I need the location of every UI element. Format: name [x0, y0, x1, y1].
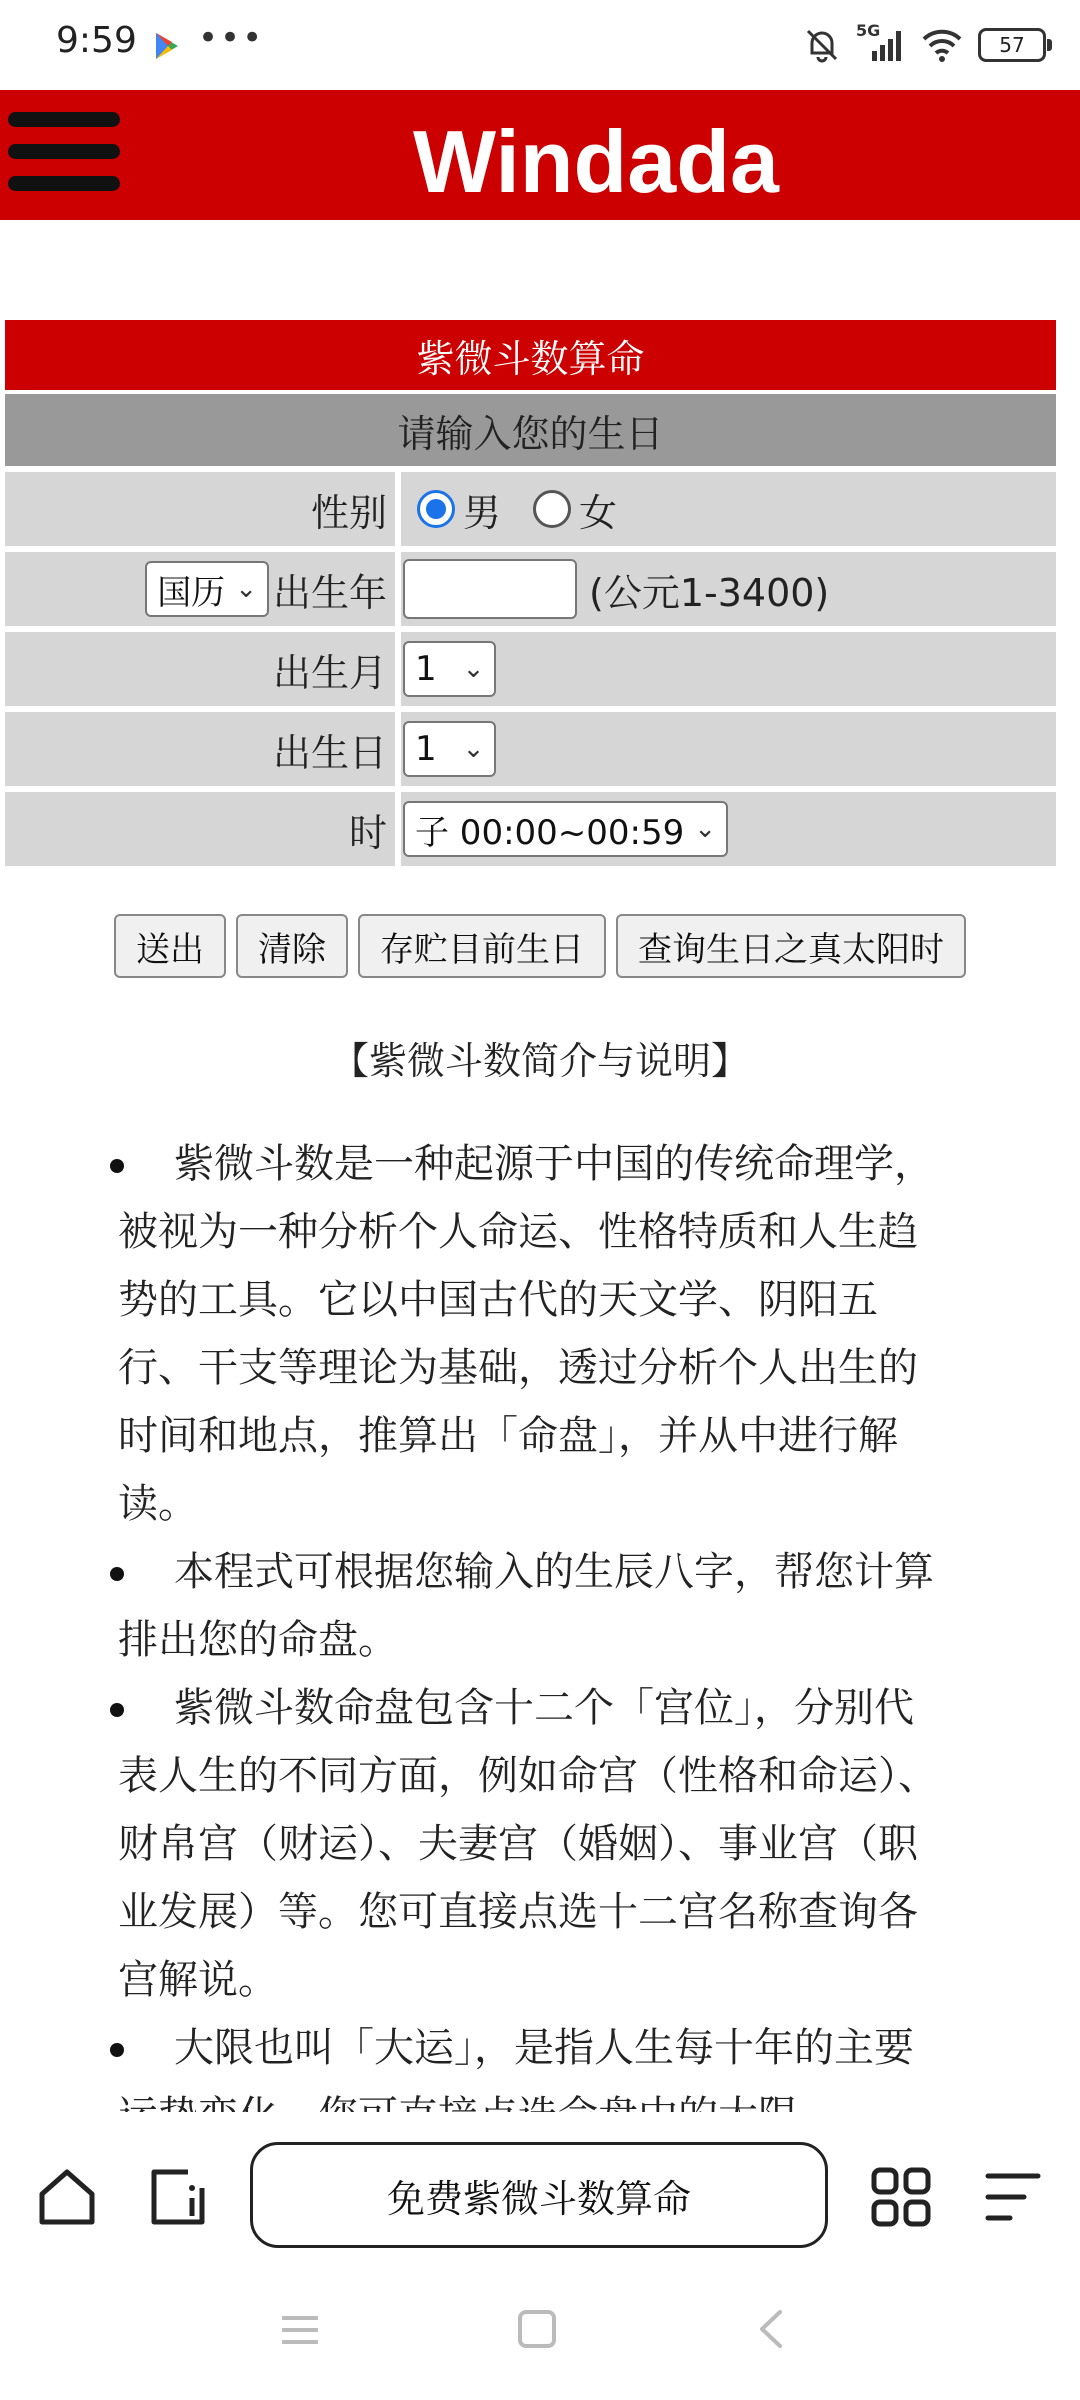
gender-row — [5, 472, 1056, 546]
form-subtitle: 请输入您的生日 — [5, 394, 1056, 466]
birth-year-input[interactable] — [403, 559, 577, 619]
chevron-down-icon: ⌄ — [462, 734, 485, 764]
birthday-form — [5, 320, 1056, 866]
month-row — [5, 632, 1056, 706]
calendar-select[interactable] — [145, 561, 269, 617]
status-bar — [0, 0, 1080, 90]
clear-button[interactable]: 清除 — [236, 914, 348, 978]
bullet-icon — [110, 2043, 124, 2057]
play-store-icon — [150, 30, 182, 62]
signal-icon — [856, 21, 906, 65]
list-item — [118, 1130, 938, 1538]
recents-icon[interactable] — [280, 2310, 320, 2350]
form-title: 紫微斗数算命 — [5, 320, 1056, 390]
month-field — [401, 632, 1056, 706]
list-item-text: 大限也叫「大运」，是指人生每十年的主要 — [174, 2025, 914, 2071]
birth-hour-select[interactable] — [403, 801, 728, 857]
year-label: 出生年 — [272, 570, 387, 615]
list-item — [118, 1538, 938, 1674]
year-row — [5, 552, 1056, 626]
list-item-text: 紫微斗数是一种起源于中国的传统命理学，被视为一种分析个人命运、性格特质和人生趋势的工具。它以中国古代的天文学、阴阳五行、干支等理论为基础，透过分析个人出生的时间和地点，推算出「命盘」，并从中进行解读。 — [118, 1141, 934, 1527]
battery-icon — [978, 28, 1046, 62]
month-label: 出生月 — [5, 632, 395, 706]
birth-month-value: 1 — [415, 649, 437, 689]
birth-day-value: 1 — [415, 729, 437, 769]
bullet-icon — [110, 1567, 124, 1581]
home-icon[interactable] — [34, 2164, 100, 2230]
bottom-nav — [0, 2112, 1080, 2282]
year-hint: (公元1-3400) — [589, 570, 830, 615]
home-square-icon[interactable] — [516, 2308, 558, 2350]
chevron-down-icon: ⌄ — [235, 574, 257, 604]
birth-day-select[interactable] — [403, 721, 496, 777]
menu-lines-icon[interactable] — [980, 2164, 1046, 2230]
day-row — [5, 712, 1056, 786]
wifi-icon — [920, 25, 964, 65]
hour-row — [5, 792, 1056, 866]
bullet-icon — [110, 1703, 124, 1717]
brand-logo[interactable]: Windada — [413, 112, 779, 211]
bullet-icon — [110, 1159, 124, 1173]
gender-female-radio[interactable] — [533, 490, 571, 528]
tabs-icon[interactable] — [144, 2164, 210, 2230]
calendar-select-value: 国历 — [157, 572, 226, 613]
gender-field — [401, 472, 1056, 546]
solar-time-button[interactable]: 查询生日之真太阳时 — [616, 914, 966, 978]
hour-field — [401, 792, 1056, 866]
status-time: 9:59 — [56, 20, 137, 61]
gender-female-label[interactable]: 女 — [579, 490, 618, 535]
birth-month-select[interactable] — [403, 641, 496, 697]
system-nav-bar — [0, 2282, 1080, 2400]
gender-label: 性别 — [5, 472, 395, 546]
gender-male-radio[interactable] — [417, 490, 455, 528]
intro-list — [118, 1130, 938, 2150]
gender-male-label[interactable]: 男 — [463, 490, 502, 535]
year-field — [401, 552, 1056, 626]
day-label: 出生日 — [5, 712, 395, 786]
status-icons — [802, 22, 1046, 68]
chevron-down-icon: ⌄ — [694, 814, 717, 844]
list-item-text: 本程式可根据您输入的生辰八字，帮您计算排出您的命盘。 — [118, 1549, 934, 1663]
free-reading-button[interactable]: 免费紫微斗数算命 — [250, 2142, 828, 2248]
day-field — [401, 712, 1056, 786]
submit-button[interactable]: 送出 — [114, 914, 226, 978]
battery-level: 57 — [999, 33, 1025, 57]
intro-heading: 【紫微斗数简介与说明】 — [330, 1039, 749, 1083]
network-type: 5G — [856, 21, 881, 40]
list-item — [118, 1674, 938, 2014]
year-label-cell — [5, 552, 395, 626]
back-icon[interactable] — [752, 2308, 792, 2350]
hour-label: 时 — [5, 792, 395, 866]
list-item-text: 紫微斗数命盘包含十二个「宫位」，分别代表人生的不同方面，例如命宫（性格和命运）、财帛宫（财运）、夫妻宫（婚姻）、事业宫（职业发展）等。您可直接点选十二宫名称查询各宫解说。 — [118, 1685, 938, 2003]
form-actions — [0, 914, 1080, 978]
save-birthday-button[interactable]: 存贮目前生日 — [358, 914, 606, 978]
grid-apps-icon[interactable] — [868, 2164, 934, 2230]
birth-hour-value: 子 00:00~00:59 — [415, 812, 685, 853]
more-notifications-icon: ••• — [198, 18, 265, 58]
chevron-down-icon: ⌄ — [462, 654, 485, 684]
mute-bell-icon — [802, 25, 842, 65]
